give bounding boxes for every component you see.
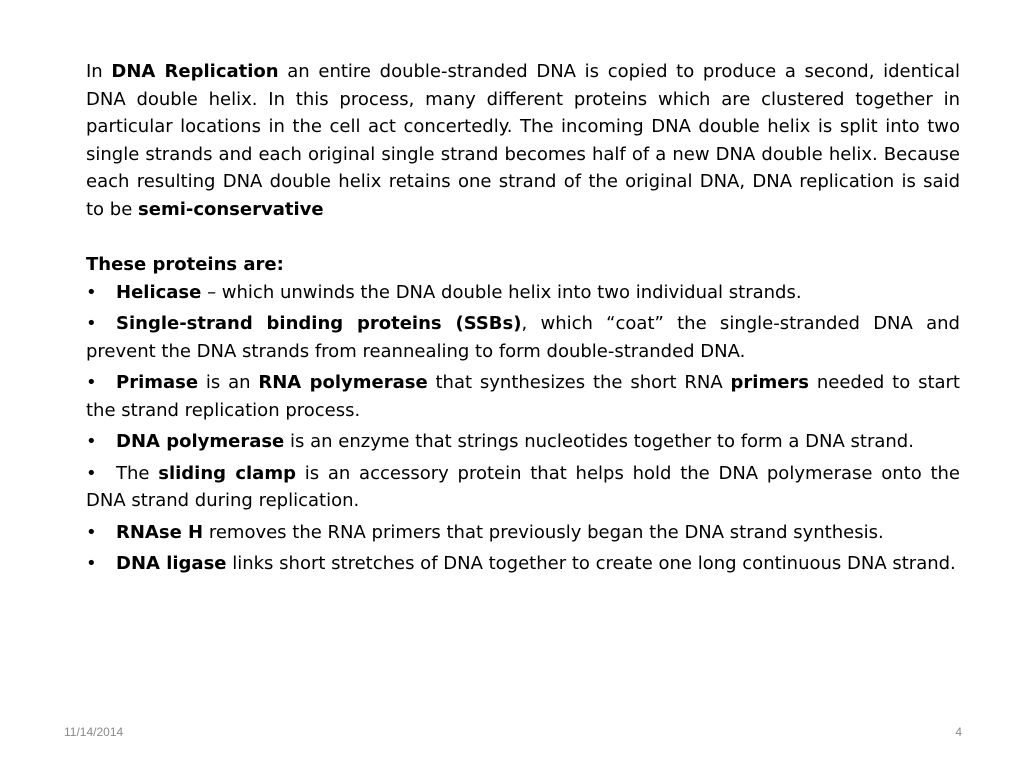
term-rna-polymerase: RNA polymerase (258, 372, 428, 393)
bullet-icon: • (86, 372, 97, 393)
item-text: that synthesizes the short RNA (427, 372, 731, 393)
list-item-dna-polymerase (86, 428, 960, 456)
term-semi-conservative: semi-conservative (138, 198, 324, 220)
page-number: 4 (955, 725, 962, 739)
term-sliding-clamp: sliding clamp (158, 462, 296, 484)
bullet-icon: • (86, 431, 97, 452)
intro-text-start: In (86, 61, 112, 82)
item-text: – which unwinds the DNA double helix into two individual strands. (201, 281, 802, 303)
item-text: is an (198, 372, 259, 393)
list-item-ssbs (86, 310, 960, 365)
term-primers: primers (730, 372, 810, 393)
item-text: is an enzyme that strings nucleotides together to form a DNA strand. (284, 431, 914, 452)
bullet-icon: • (86, 462, 97, 484)
term-primase: Primase (116, 372, 199, 393)
footer-date: 11/14/2014 (64, 725, 124, 739)
item-text: needed to start the strand replication process. (86, 372, 960, 421)
protein-list (86, 279, 960, 578)
bullet-icon: • (86, 313, 97, 334)
term-dna-polymerase: DNA polymerase (116, 431, 285, 452)
list-item-helicase (86, 279, 960, 307)
item-text: The (116, 462, 159, 484)
item-text: removes the RNA primers that previously began the DNA strand synthesis. (203, 521, 884, 543)
term-ssbs: Single-strand binding proteins (SSBs) (116, 313, 522, 334)
intro-text-body: an entire double-stranded DNA is copied to produce a second, identical DNA double helix. In this process, many different proteins which are clustered together in particular locations in the cell act concertedly. The incoming DNA double helix is split into two single strands and each original single strand becomes half of a new DNA double helix. Because each resulting DNA double helix retains one strand of the original DNA, DNA replication is said to be (86, 61, 960, 220)
slide-content (86, 58, 960, 582)
term-dna-replication: DNA Replication (111, 61, 279, 82)
item-text: links short stretches of DNA together to create one long continuous DNA strand. (226, 553, 956, 574)
term-helicase: Helicase (116, 281, 202, 303)
item-text: is an accessory protein that helps hold the DNA polymerase onto the DNA strand during replication. (86, 462, 960, 511)
list-item-primase (86, 369, 960, 424)
term-dna-ligase: DNA ligase (116, 553, 227, 574)
term-rnase-h: RNAse H (116, 521, 204, 543)
bullet-icon: • (86, 553, 97, 574)
proteins-heading: These proteins are: (86, 254, 284, 275)
bullet-icon: • (86, 281, 97, 303)
list-item-sliding-clamp (86, 460, 960, 515)
item-text: , which “coat” the single-stranded DNA and prevent the DNA strands from reannealing to form double-stranded DNA. (86, 313, 960, 362)
intro-paragraph (86, 58, 960, 223)
list-item-rnase-h (86, 519, 960, 547)
bullet-icon: • (86, 521, 97, 543)
list-item-dna-ligase (86, 550, 960, 578)
